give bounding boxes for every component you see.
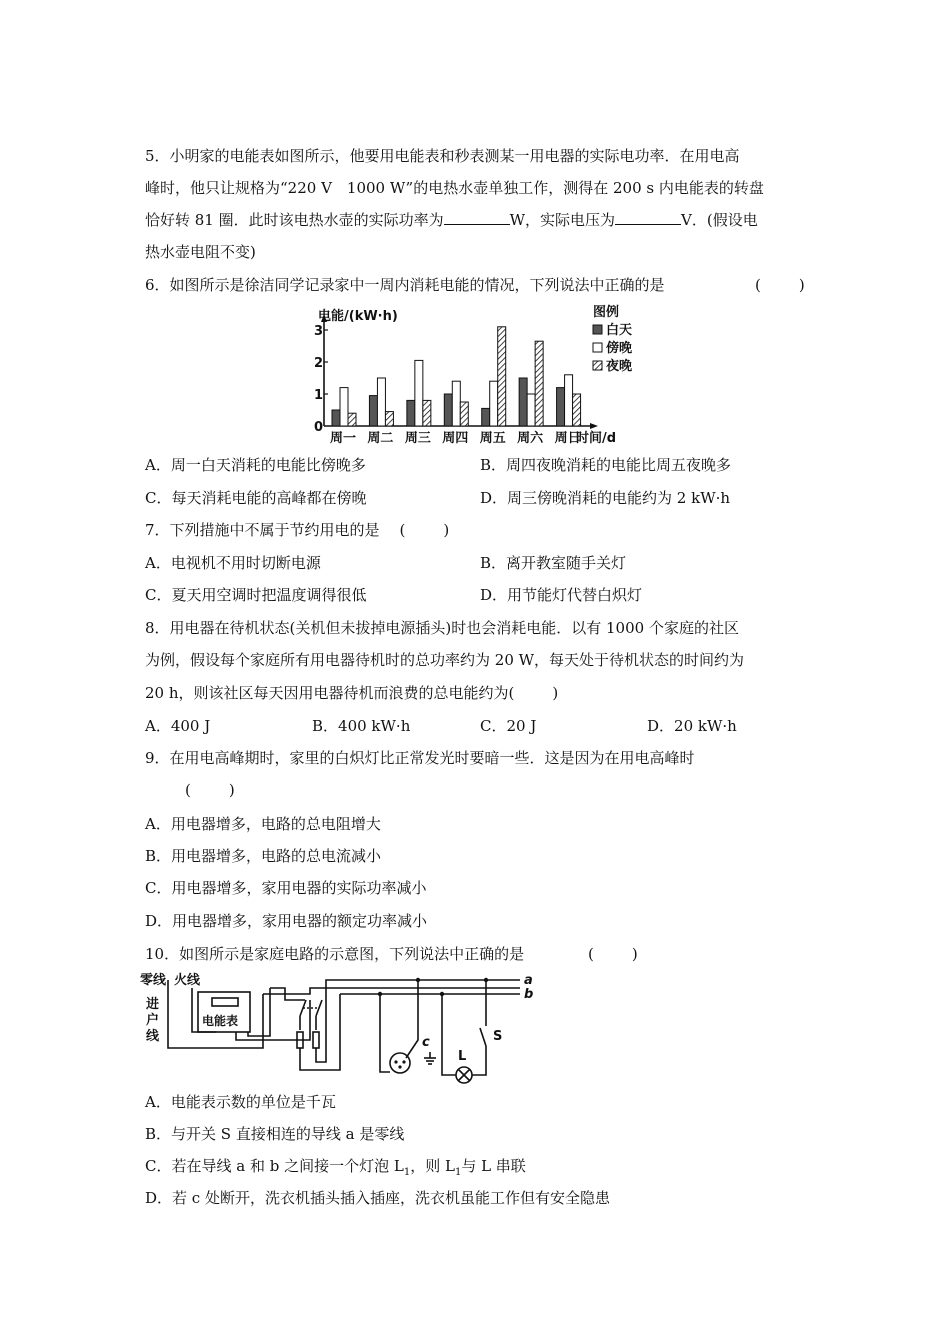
voltage-blank[interactable]	[615, 210, 681, 225]
bar-白天-周日	[557, 388, 565, 426]
legend-title: 图例	[593, 305, 620, 320]
q5-line3	[145, 210, 758, 230]
bar-夜晚-周日	[573, 394, 581, 426]
q7-option-a[interactable]: A．电视机不用时切断电源	[145, 554, 321, 572]
bar-白天-周一	[332, 410, 340, 426]
q8-line2: 为例，假设每个家庭所有用电器待机时的总功率约为 20 W，每天处于待机状态的时间约为	[145, 651, 745, 669]
x-axis-label: 时间/d	[576, 431, 617, 446]
bar-夜晚-周一	[348, 413, 356, 426]
bar-白天-周四	[444, 394, 452, 426]
q8-answer-paren[interactable]: ( )	[508, 684, 559, 702]
q9-line1: 9．在用电高峰期时，家里的白炽灯比正常发光时要暗一些．这是因为在用电高峰时	[145, 749, 695, 767]
q8-line1: 8．用电器在待机状态(关机但未拔掉电源插头)时也会消耗电能．以有 1000 个家庭的社区	[145, 619, 739, 637]
q7-option-c[interactable]: C．夏天用空调时把温度调得很低	[145, 586, 367, 604]
inlet-label-3: 线	[146, 1029, 160, 1044]
wire-a-label: a	[524, 973, 533, 988]
bar-夜晚-周三	[423, 400, 431, 426]
q8-line3: 20 h，则该社区每天因用电器待机而浪费的总电能约为( )	[145, 684, 559, 702]
bar-夜晚-周六	[535, 341, 543, 426]
x-tick-label: 周四	[442, 431, 469, 446]
x-tick-label: 周二	[367, 431, 394, 446]
q10-option-d[interactable]: D．若 c 处断开，洗衣机插头插入插座，洗衣机虽能工作但有安全隐患	[145, 1189, 610, 1207]
q8-option-a[interactable]: A．400 J	[145, 717, 211, 735]
bar-傍晚-周一	[340, 388, 348, 426]
bar-傍晚-周六	[527, 394, 535, 426]
bar-夜晚-周五	[498, 327, 506, 426]
q5-line2: 峰时，他只让规格为“220 V 1000 W”的电热水壶单独工作，测得在 200 s 内电能表的转盘	[145, 179, 764, 197]
q5-line4: 热水壶电阻不变)	[145, 243, 256, 261]
inlet-label-1: 进	[146, 997, 160, 1012]
neutral-label: 零线	[140, 973, 167, 988]
x-tick-label: 周六	[517, 431, 544, 446]
q7-stem: 7．下列措施中不属于节约用电的是 ( )	[145, 521, 450, 539]
q5-line3-end: V．(假设电	[681, 211, 758, 229]
y-tick-label: 1	[314, 388, 324, 403]
q9-answer-paren[interactable]: ( )	[185, 781, 235, 799]
q8-option-b[interactable]: B．400 kW·h	[312, 717, 411, 735]
q6-stem	[145, 275, 665, 295]
q6-option-b[interactable]: B．周四夜晚消耗的电能比周五夜晚多	[480, 456, 732, 474]
bar-白天-周五	[482, 408, 490, 426]
bar-傍晚-周二	[377, 378, 385, 426]
point-c-label: c	[422, 1035, 430, 1050]
legend-swatch-傍晚	[593, 343, 602, 352]
bar-傍晚-周四	[452, 381, 460, 426]
q5-line3-mid: W，实际电压为	[509, 211, 616, 229]
switch-s-symbol	[480, 1028, 486, 1046]
switch-label: S	[493, 1029, 503, 1044]
bar-傍晚-周五	[490, 381, 498, 426]
q9-option-c[interactable]: C．用电器增多，家用电器的实际功率减小	[145, 879, 427, 897]
meter-output-wire	[236, 1000, 310, 1040]
bar-夜晚-周四	[460, 402, 468, 426]
q5-line1: 5．小明家的电能表如图所示，他要用电能表和秒表测某一用电器的实际电功率．在用电高	[145, 147, 740, 165]
energy-bar-chart	[300, 302, 645, 446]
q5-line3-text: 恰好转 81 圈．此时该电热水壶的实际功率为	[145, 211, 444, 229]
y-axis-label: 电能/(kW·h)	[318, 309, 398, 324]
legend-label: 夜晚	[606, 359, 633, 374]
q10-answer-paren[interactable]: ( )	[588, 945, 638, 963]
q8-option-c[interactable]: C．20 J	[480, 717, 537, 735]
bar-夜晚-周二	[385, 412, 393, 426]
bar-傍晚-周三	[415, 360, 423, 426]
q6-answer-paren[interactable]: ( )	[755, 276, 805, 294]
q7-option-d[interactable]: D．用节能灯代替白炽灯	[480, 586, 643, 604]
x-tick-label: 周日	[554, 431, 581, 446]
bar-白天-周二	[369, 396, 377, 426]
q6-option-d[interactable]: D．周三傍晚消耗的电能约为 2 kW·h	[480, 489, 731, 507]
q9-option-d[interactable]: D．用电器增多，家用电器的额定功率减小	[145, 912, 428, 930]
q9-option-a[interactable]: A．用电器增多，电路的总电阻增大	[145, 815, 381, 833]
bar-白天-周三	[407, 400, 415, 426]
y-tick-label: 3	[314, 324, 324, 339]
inlet-label-2: 户	[146, 1013, 160, 1028]
q10-stem: 10．如图所示是家庭电路的示意图，下列说法中正确的是	[145, 945, 525, 963]
lamp-label: L	[458, 1049, 467, 1064]
q10-option-c[interactable]: C．若在导线 a 和 b 之间接一个灯泡 $L_1$，则 $L_1$与 L 串联	[145, 1157, 526, 1178]
x-tick-label: 周五	[479, 431, 506, 446]
bar-白天-周六	[519, 378, 527, 426]
q7-answer-paren[interactable]: ( )	[399, 521, 450, 539]
x-axis-arrow	[590, 423, 598, 429]
legend-swatch-夜晚	[593, 361, 602, 370]
q10-option-b[interactable]: B．与开关 S 直接相连的导线 a 是零线	[145, 1125, 405, 1143]
q6-option-c[interactable]: C．每天消耗电能的高峰都在傍晚	[145, 489, 367, 507]
y-tick-label: 2	[314, 356, 324, 371]
live-label: 火线	[174, 973, 201, 988]
power-blank[interactable]	[444, 210, 510, 225]
x-tick-label: 周一	[330, 431, 357, 446]
q6-stem-text: 6．如图所示是徐洁同学记录家中一周内消耗电能的情况，下列说法中正确的是	[145, 276, 665, 294]
q6-option-a[interactable]: A．周一白天消耗的电能比傍晚多	[145, 456, 366, 474]
q10-option-a[interactable]: A．电能表示数的单位是千瓦	[145, 1093, 336, 1111]
q7-option-b[interactable]: B．离开教室随手关灯	[480, 554, 627, 572]
q8-option-d[interactable]: D．20 kW·h	[647, 717, 737, 735]
chart-legend	[593, 304, 632, 374]
chart-bars	[332, 327, 581, 426]
home-circuit-diagram	[140, 970, 540, 1086]
x-tick-label: 周三	[404, 431, 431, 446]
wire-b-label: b	[524, 987, 534, 1002]
legend-swatch-白天	[593, 325, 602, 334]
bar-傍晚-周日	[565, 375, 573, 426]
legend-label: 白天	[606, 323, 633, 338]
meter-label: 电能表	[202, 1014, 239, 1028]
y-tick-label: 0	[314, 420, 324, 435]
legend-label: 傍晚	[606, 341, 633, 356]
q9-option-b[interactable]: B．用电器增多，电路的总电流减小	[145, 847, 382, 865]
power-socket-symbol	[390, 1053, 410, 1073]
